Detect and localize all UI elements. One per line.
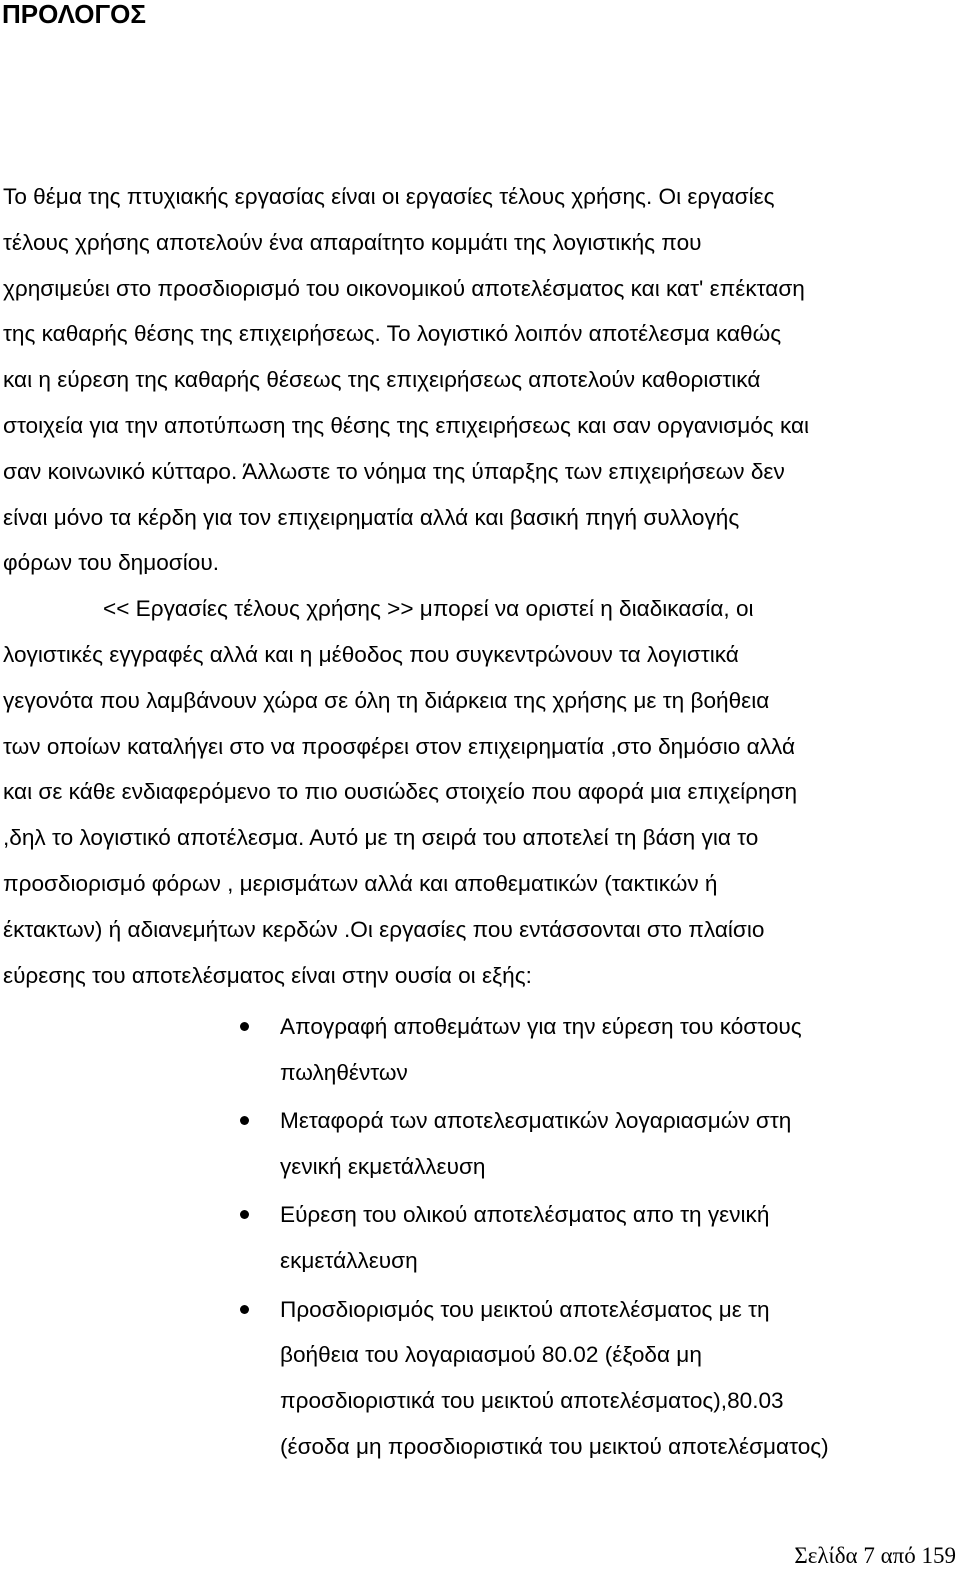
list-item [0,1192,960,1284]
list-item-line: βοήθεια του λογαριασμού 80.02 (έξοδα μη [280,1342,702,1368]
list-item-line: εκμετάλλευση [280,1248,418,1274]
bullet-icon [240,1022,249,1031]
paragraph-1-line: Το θέμα της πτυχιακής εργασίας είναι οι εργασίες τέλους χρήσης. Οι εργασίες [3,184,775,209]
paragraph-2-line: των οποίων καταλήγει στο να προσφέρει στον επιχειρηματία ,στο δημόσιο αλλά [3,733,796,759]
list-item [0,1004,960,1096]
paragraph-1-line: σαν κοινωνικό κύτταρο. Άλλωστε το νόημα της ύπαρξης των επιχειρήσεων δεν [3,458,785,484]
paragraph-1-line: και η εύρεση της καθαρής θέσεως της επιχειρήσεως αποτελούν καθοριστικά [3,367,761,393]
list-item-line: πωληθέντων [280,1059,408,1085]
paragraph-2-line: ,δηλ το λογιστικό αποτέλεσμα. Αυτό με τη σειρά του αποτελεί τη βάση για το [3,825,759,851]
list-item-line: Εύρεση του ολικού αποτελέσματος απο τη γενική [280,1202,770,1228]
page-number: Σελίδα 7 από 159 [794,1543,956,1568]
bullet-icon [240,1116,249,1125]
body-text [3,174,960,998]
paragraph-2-line: << Εργασίες τέλους χρήσης >> μπορεί να οριστεί η διαδικασία, οι [103,596,754,622]
list-item-line: Απογραφή αποθεμάτων για την εύρεση του κόστους [280,1014,802,1039]
bullet-icon [240,1210,249,1219]
paragraph-2-line: εύρεσης του αποτελέσματος είναι στην ουσία οι εξής: [3,962,532,988]
list-item [0,1287,960,1470]
list-item-line: προσδιοριστικά του μεικτού αποτελέσματος),80.03 [280,1388,784,1414]
list-item-line: (έσοδα μη προσδιοριστικά του μεικτού αποτελέσματος) [280,1433,829,1459]
bullet-icon [240,1305,249,1314]
paragraph-1-line: είναι μόνο τα κέρδη για τον επιχειρηματία αλλά και βασική πηγή συλλογής [3,504,740,530]
list-item-line: γενική εκμετάλλευση [280,1153,486,1179]
paragraph-2-line: και σε κάθε ενδιαφερόμενο το πιο ουσιώδες στοιχείο που αφορά μια επιχείρηση [3,779,798,805]
paragraph-2-line: έκτακτων) ή αδιανεμήτων κερδών .Οι εργασίες που εντάσσονται στο πλαίσιο [3,916,765,942]
bullet-list [0,1004,960,1472]
paragraph-1-line: τέλους χρήσης αποτελούν ένα απαραίτητο κομμάτι της λογιστικής που [3,229,702,255]
paragraph-1-line: στοιχεία για την αποτύπωση της θέσης της επιχειρήσεως και σαν οργανισμός και [3,412,810,438]
list-item [0,1098,960,1190]
paragraph-2-line: προσδιορισμό φόρων , μερισμάτων αλλά και αποθεματικών (τακτικών ή [3,870,718,896]
paragraph-2-line: γεγονότα που λαμβάνουν χώρα σε όλη τη διάρκεια της χρήσης με τη βοήθεια [3,687,770,713]
list-item-line: Μεταφορά των αποτελεσματικών λογαριασμών στη [280,1108,792,1134]
paragraph-1-line: χρησιμεύει στο προσδιορισμό του οικονομικού αποτελέσματος και κατ' επέκταση [3,275,805,301]
paragraph-1-line: της καθαρής θέσης της επιχειρήσεως. Το λογιστικό λοιπόν αποτέλεσμα καθώς [3,321,782,347]
paragraph-2-line: λογιστικές εγγραφές αλλά και η μέθοδος που συγκεντρώνουν τα λογιστικά [3,641,739,667]
list-item-line: Προσδιορισμός του μεικτού αποτελέσματος με τη [280,1296,770,1322]
paragraph-1-line: φόρων του δημοσίου. [3,550,219,576]
page-title: ΠΡΟΛΟΓΟΣ [2,0,146,29]
